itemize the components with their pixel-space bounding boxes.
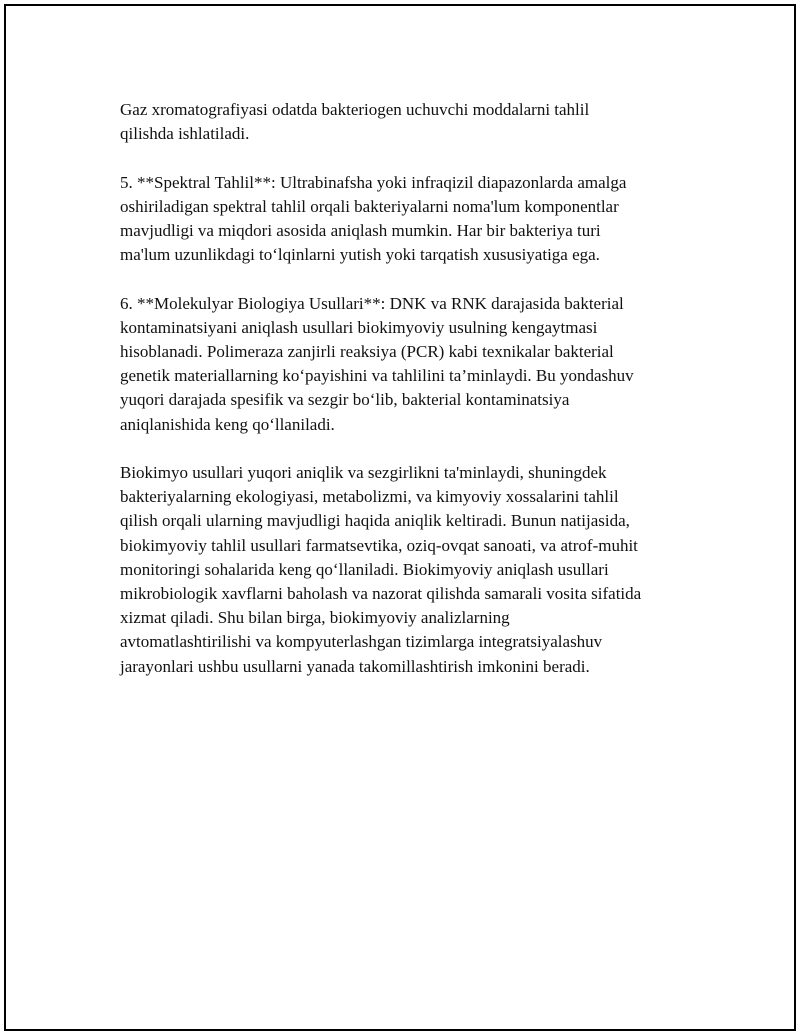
text-line: jarayonlari ushbu usullarni yanada takomillashtirish imkonini beradi. [120,656,590,676]
text-line: monitoringi sohalarida keng qo‘llaniladi. Biokimyoviy aniqlash usullari [120,559,609,579]
document-page [4,4,796,1031]
paragraph-spectral-analysis [120,171,692,268]
text-line: 5. **Spektral Tahlil**: Ultrabinafsha yoki infraqizil diapazonlarda amalga [120,172,627,192]
text-line: ma'lum uzunlikdagi to‘lqinlarni yutish yoki tarqatish xususiyatiga ega. [120,245,600,265]
text-line: avtomatlashtirilishi va kompyuterlashgan tizimlarga integratsiyalashuv [120,632,603,652]
text-line: mikrobiologik xavflarni baholash va nazorat qilishda samarali vosita sifatida [120,584,642,604]
text-line: oshiriladigan spektral tahlil orqali bakteriyalarni noma'lum komponentlar [120,196,619,216]
text-line: xizmat qiladi. Shu bilan birga, biokimyoviy analizlarning [120,608,510,628]
text-line: mavjudligi va miqdori asosida aniqlash mumkin. Har bir bakteriya turi [120,221,601,240]
text-line: bakteriyalarning ekologiyasi, metabolizmi, va kimyoviy xossalarini tahlil [120,487,619,507]
text-line: hisoblanadi. Polimeraza zanjirli reaksiya (PCR) kabi texnikalar bakterial [120,342,614,361]
document-body [120,98,692,703]
text-line: qilishda ishlatiladi. [120,124,250,144]
text-line: Gaz xromatografiyasi odatda bakteriogen uchuvchi moddalarni tahlil [120,100,590,119]
text-line: biokimyoviy tahlil usullari farmatsevtika, oziq-ovqat sanoati, va atrof-muhit [120,535,638,555]
paragraph-biochemistry-summary [120,461,692,679]
text-line: Biokimyo usullari yuqori aniqlik va sezgirlikni ta'minlaydi, shuningdek [120,463,607,482]
paragraph-molecular-biology [120,292,692,437]
text-line: aniqlanishida keng qo‘llaniladi. [120,414,335,434]
text-line: qilish orqali ularning mavjudligi haqida aniqlik keltiradi. Bunun natijasida, [120,511,630,531]
text-line: kontaminatsiyani aniqlash usullari biokimyoviy usulning kengaytmasi [120,317,598,337]
paragraph-gas-chromatography [120,98,692,146]
text-line: 6. **Molekulyar Biologiya Usullari**: DNK va RNK darajasida bakterial [120,293,624,313]
text-line: yuqori darajada spesifik va sezgir bo‘lib, bakterial kontaminatsiya [120,390,570,410]
text-line: genetik materiallarning ko‘payishini va tahlilini ta’minlaydi. Bu yondashuv [120,366,634,386]
